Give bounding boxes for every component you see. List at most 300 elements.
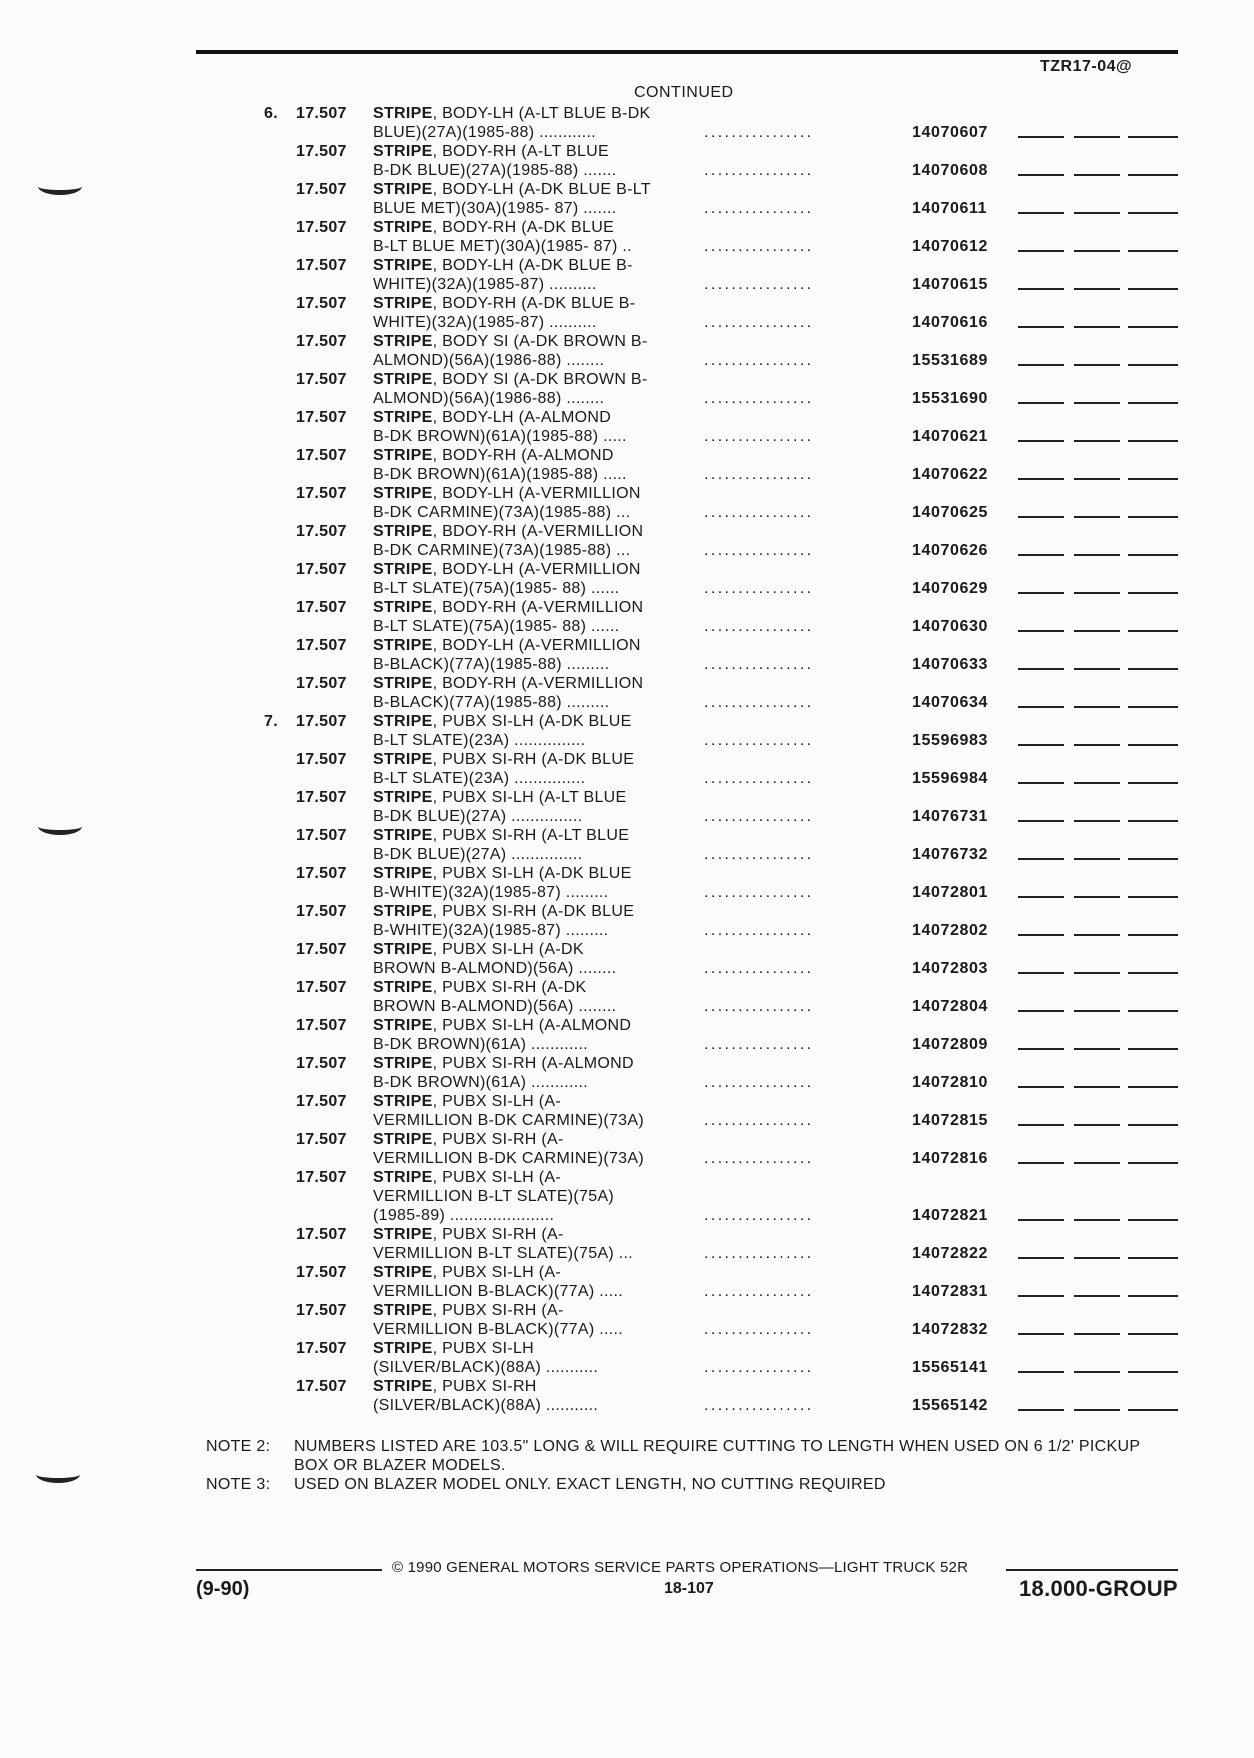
part-description xyxy=(373,332,703,370)
blank-line xyxy=(1074,1124,1120,1126)
part-description xyxy=(373,1016,703,1054)
part-description xyxy=(373,180,703,218)
list-item xyxy=(0,104,1254,142)
list-item xyxy=(0,294,1254,332)
reference-number: 17.507 xyxy=(296,143,347,160)
description-text: , BDOY-RH (A-VERMILLION xyxy=(432,523,644,540)
reference-number: 17.507 xyxy=(296,789,347,806)
description-text: B-WHITE)(32A)(1985-87) ......... xyxy=(373,884,609,901)
description-line xyxy=(373,1339,703,1358)
note-label: NOTE 3: xyxy=(206,1476,271,1493)
description-text: , PUBX SI-RH (A- xyxy=(432,1302,564,1319)
leader-dots: ................ xyxy=(704,314,814,331)
description-text: (SILVER/BLACK)(88A) ........... xyxy=(373,1397,599,1414)
description-line xyxy=(373,332,703,351)
description-line xyxy=(373,1377,703,1396)
reference-number: 17.507 xyxy=(296,181,347,198)
list-item xyxy=(0,788,1254,826)
description-text: B-LT SLATE)(23A) ............... xyxy=(373,770,586,787)
description-line xyxy=(373,123,703,142)
list-item xyxy=(0,484,1254,522)
description-text: , PUBX SI-LH (A- xyxy=(432,1093,561,1110)
part-number: 14072803 xyxy=(912,960,988,977)
blank-line xyxy=(1128,174,1178,176)
entry-blanks xyxy=(1018,478,1178,480)
entry-blanks xyxy=(1018,630,1178,632)
description-text: B-DK CARMINE)(73A)(1985-88) ... xyxy=(373,542,631,559)
part-description xyxy=(373,1054,703,1092)
blank-line xyxy=(1128,1219,1178,1221)
part-number: 15565141 xyxy=(912,1359,988,1376)
description-text: B-DK BROWN)(61A) ............ xyxy=(373,1074,588,1091)
entry-blanks xyxy=(1018,592,1178,594)
entry-blanks xyxy=(1018,1257,1178,1259)
leader-dots: ................ xyxy=(704,1359,814,1376)
reference-number: 17.507 xyxy=(296,295,347,312)
part-description xyxy=(373,978,703,1016)
blank-line xyxy=(1074,1257,1120,1259)
blank-line xyxy=(1128,478,1178,480)
part-keyword: STRIPE xyxy=(373,979,433,996)
blank-line xyxy=(1074,364,1120,366)
part-description xyxy=(373,750,703,788)
part-keyword: STRIPE xyxy=(373,1226,433,1243)
reference-number: 17.507 xyxy=(296,637,347,654)
blank-line xyxy=(1128,1371,1178,1373)
blank-line xyxy=(1128,212,1178,214)
leader-dots: ................ xyxy=(704,466,814,483)
list-item xyxy=(0,636,1254,674)
description-text: , BODY-RH (A-ALMOND xyxy=(432,447,614,464)
blank-line xyxy=(1018,136,1064,138)
blank-line xyxy=(1128,744,1178,746)
description-text: , BODY-LH (A-LT BLUE B-DK xyxy=(432,105,651,122)
list-item xyxy=(0,1263,1254,1301)
description-text: , PUBX SI-LH (A- xyxy=(432,1264,561,1281)
part-number: 14072816 xyxy=(912,1150,988,1167)
description-text: , PUBX SI-RH (A-DK BLUE xyxy=(432,751,635,768)
description-line xyxy=(373,161,703,180)
leader-dots: ................ xyxy=(704,1283,814,1300)
blank-line xyxy=(1074,516,1120,518)
part-number: 15565142 xyxy=(912,1397,988,1414)
part-keyword: STRIPE xyxy=(373,637,433,654)
continued-label: CONTINUED xyxy=(634,84,734,101)
blank-line xyxy=(1128,326,1178,328)
blank-line xyxy=(1018,250,1064,252)
reference-number: 17.507 xyxy=(296,865,347,882)
blank-line xyxy=(1074,896,1120,898)
part-description xyxy=(373,1301,703,1339)
blank-line xyxy=(1128,1295,1178,1297)
description-text: VERMILLION B-BLACK)(77A) ..... xyxy=(373,1283,623,1300)
description-line xyxy=(373,769,703,788)
leader-dots: ................ xyxy=(704,808,814,825)
part-description xyxy=(373,484,703,522)
part-number: 14076732 xyxy=(912,846,988,863)
description-text: , PUBX SI-RH (A- xyxy=(432,1131,564,1148)
note-2 xyxy=(206,1437,1166,1475)
part-description xyxy=(373,446,703,484)
blank-line xyxy=(1128,516,1178,518)
part-description xyxy=(373,1263,703,1301)
blank-line xyxy=(1128,1409,1178,1411)
blank-line xyxy=(1074,212,1120,214)
blank-line xyxy=(1018,288,1064,290)
description-text: , PUBX SI-LH (A-ALMOND xyxy=(432,1017,632,1034)
reference-number: 17.507 xyxy=(296,827,347,844)
part-description xyxy=(373,370,703,408)
description-line xyxy=(373,750,703,769)
leader-dots: ................ xyxy=(704,960,814,977)
reference-number: 17.507 xyxy=(296,333,347,350)
part-description xyxy=(373,1225,703,1263)
entry-blanks xyxy=(1018,364,1178,366)
reference-number: 17.507 xyxy=(296,1131,347,1148)
description-text: WHITE)(32A)(1985-87) .......... xyxy=(373,276,597,293)
description-text: B-DK BROWN)(61A)(1985-88) ..... xyxy=(373,466,627,483)
note-text: USED ON BLAZER MODEL ONLY. EXACT LENGTH, NO CUTTING REQUIRED xyxy=(294,1476,886,1493)
blank-line xyxy=(1128,858,1178,860)
description-line xyxy=(373,1054,703,1073)
blank-line xyxy=(1074,858,1120,860)
list-item xyxy=(0,940,1254,978)
description-line xyxy=(373,636,703,655)
description-text: (1985-89) ...................... xyxy=(373,1207,555,1224)
blank-line xyxy=(1074,174,1120,176)
description-line xyxy=(373,465,703,484)
description-text: B-LT SLATE)(75A)(1985- 88) ...... xyxy=(373,580,620,597)
list-item xyxy=(0,1377,1254,1415)
blank-line xyxy=(1128,668,1178,670)
entry-blanks xyxy=(1018,858,1178,860)
leader-dots: ................ xyxy=(704,732,814,749)
description-text: , PUBX SI-RH (A-DK xyxy=(432,979,587,996)
blank-line xyxy=(1074,288,1120,290)
blank-line xyxy=(1018,440,1064,442)
entry-blanks xyxy=(1018,288,1178,290)
description-text: VERMILLION B-BLACK)(77A) ..... xyxy=(373,1321,623,1338)
notes-section xyxy=(206,1437,1166,1494)
reference-number: 17.507 xyxy=(296,941,347,958)
description-line xyxy=(373,617,703,636)
description-line xyxy=(373,997,703,1016)
description-line xyxy=(373,560,703,579)
part-keyword: STRIPE xyxy=(373,295,433,312)
blank-line xyxy=(1074,1086,1120,1088)
blank-line xyxy=(1074,1295,1120,1297)
list-item xyxy=(0,560,1254,598)
leader-dots: ................ xyxy=(704,656,814,673)
description-text: , PUBX SI-RH (A- xyxy=(432,1226,564,1243)
list-item xyxy=(0,142,1254,180)
blank-line xyxy=(1018,896,1064,898)
description-line xyxy=(373,883,703,902)
blank-line xyxy=(1074,782,1120,784)
description-line xyxy=(373,180,703,199)
part-keyword: STRIPE xyxy=(373,333,433,350)
entry-blanks xyxy=(1018,212,1178,214)
description-text: , BODY SI (A-DK BROWN B- xyxy=(432,333,648,350)
part-number: 14070616 xyxy=(912,314,988,331)
description-line xyxy=(373,921,703,940)
part-description xyxy=(373,104,703,142)
description-text: , PUBX SI-RH (A-DK BLUE xyxy=(432,903,635,920)
list-item xyxy=(0,1054,1254,1092)
list-item xyxy=(0,180,1254,218)
revision-date: (9-90) xyxy=(196,1578,250,1600)
part-number: 14072810 xyxy=(912,1074,988,1091)
description-line xyxy=(373,1320,703,1339)
reference-number: 17.507 xyxy=(296,1378,347,1395)
description-text: B-LT SLATE)(23A) ............... xyxy=(373,732,586,749)
description-line xyxy=(373,427,703,446)
description-line xyxy=(373,712,703,731)
blank-line xyxy=(1018,1048,1064,1050)
blank-line xyxy=(1074,630,1120,632)
leader-dots: ................ xyxy=(704,238,814,255)
reference-number: 17.507 xyxy=(296,751,347,768)
reference-number: 17.507 xyxy=(296,1169,347,1186)
part-number: 14072821 xyxy=(912,1207,988,1224)
part-description xyxy=(373,712,703,750)
entry-blanks xyxy=(1018,516,1178,518)
reference-number: 17.507 xyxy=(296,1226,347,1243)
part-number: 14072809 xyxy=(912,1036,988,1053)
blank-line xyxy=(1074,972,1120,974)
blank-line xyxy=(1074,402,1120,404)
blank-line xyxy=(1128,1124,1178,1126)
blank-line xyxy=(1018,326,1064,328)
description-text: , BODY-LH (A-DK BLUE B- xyxy=(432,257,633,274)
description-line xyxy=(373,446,703,465)
blank-line xyxy=(1128,288,1178,290)
part-keyword: STRIPE xyxy=(373,485,433,502)
part-number: 14072815 xyxy=(912,1112,988,1129)
leader-dots: ................ xyxy=(704,428,814,445)
leader-dots: ................ xyxy=(704,352,814,369)
blank-line xyxy=(1128,1010,1178,1012)
description-text: B-LT BLUE MET)(30A)(1985- 87) .. xyxy=(373,238,632,255)
part-description xyxy=(373,294,703,332)
description-text: , BODY-RH (A-DK BLUE B- xyxy=(432,295,636,312)
blank-line xyxy=(1128,1257,1178,1259)
item-number: 7. xyxy=(264,713,278,730)
list-item xyxy=(0,1301,1254,1339)
blank-line xyxy=(1018,1409,1064,1411)
part-number: 14072801 xyxy=(912,884,988,901)
blank-line xyxy=(1074,934,1120,936)
list-item xyxy=(0,712,1254,750)
description-line xyxy=(373,351,703,370)
list-item xyxy=(0,598,1254,636)
description-text: B-LT SLATE)(75A)(1985- 88) ...... xyxy=(373,618,620,635)
leader-dots: ................ xyxy=(704,542,814,559)
description-line xyxy=(373,1016,703,1035)
description-text: B-DK BLUE)(27A) ............... xyxy=(373,808,583,825)
list-item xyxy=(0,370,1254,408)
blank-line xyxy=(1018,592,1064,594)
entry-blanks xyxy=(1018,1086,1178,1088)
leader-dots: ................ xyxy=(704,1150,814,1167)
list-item xyxy=(0,332,1254,370)
blank-line xyxy=(1018,1371,1064,1373)
entry-blanks xyxy=(1018,174,1178,176)
part-description xyxy=(373,864,703,902)
part-description xyxy=(373,598,703,636)
description-text: , BODY-LH (A-DK BLUE B-LT xyxy=(432,181,651,198)
description-line xyxy=(373,731,703,750)
blank-line xyxy=(1018,744,1064,746)
part-description xyxy=(373,256,703,294)
description-text: B-WHITE)(32A)(1985-87) ......... xyxy=(373,922,609,939)
blank-line xyxy=(1074,554,1120,556)
blank-line xyxy=(1074,250,1120,252)
list-item xyxy=(0,1225,1254,1263)
blank-line xyxy=(1018,934,1064,936)
blank-line xyxy=(1128,782,1178,784)
part-keyword: STRIPE xyxy=(373,1169,433,1186)
description-line xyxy=(373,1358,703,1377)
part-description xyxy=(373,826,703,864)
entry-blanks xyxy=(1018,326,1178,328)
reference-number: 17.507 xyxy=(296,371,347,388)
blank-line xyxy=(1018,516,1064,518)
blank-line xyxy=(1074,1409,1120,1411)
blank-line xyxy=(1018,630,1064,632)
description-text: , PUBX SI-LH (A-DK xyxy=(432,941,584,958)
description-line xyxy=(373,294,703,313)
description-line xyxy=(373,674,703,693)
part-keyword: STRIPE xyxy=(373,1093,433,1110)
description-line xyxy=(373,1225,703,1244)
reference-number: 17.507 xyxy=(296,219,347,236)
entry-blanks xyxy=(1018,820,1178,822)
description-line xyxy=(373,389,703,408)
part-keyword: STRIPE xyxy=(373,675,433,692)
part-number: 14070625 xyxy=(912,504,988,521)
part-description xyxy=(373,636,703,674)
leader-dots: ................ xyxy=(704,770,814,787)
part-keyword: STRIPE xyxy=(373,827,433,844)
leader-dots: ................ xyxy=(704,998,814,1015)
blank-line xyxy=(1074,592,1120,594)
blank-line xyxy=(1018,706,1064,708)
description-text: B-DK CARMINE)(73A)(1985-88) ... xyxy=(373,504,631,521)
description-text: , PUBX SI-LH (A-LT BLUE xyxy=(432,789,627,806)
part-keyword: STRIPE xyxy=(373,1302,433,1319)
footer-rule-left xyxy=(196,1569,382,1571)
copyright-line: © 1990 GENERAL MOTORS SERVICE PARTS OPERATIONS—LIGHT TRUCK 52R xyxy=(392,1559,969,1576)
blank-line xyxy=(1018,1010,1064,1012)
page-number: 18-107 xyxy=(664,1580,714,1597)
blank-line xyxy=(1074,1048,1120,1050)
blank-line xyxy=(1128,934,1178,936)
reference-number: 17.507 xyxy=(296,257,347,274)
part-keyword: STRIPE xyxy=(373,713,433,730)
part-number: 14072822 xyxy=(912,1245,988,1262)
binder-hole-mark xyxy=(36,1466,80,1483)
binder-hole-mark xyxy=(38,818,82,835)
list-item xyxy=(0,1092,1254,1130)
description-line xyxy=(373,1244,703,1263)
part-keyword: STRIPE xyxy=(373,941,433,958)
part-keyword: STRIPE xyxy=(373,257,433,274)
leader-dots: ................ xyxy=(704,200,814,217)
description-line xyxy=(373,484,703,503)
blank-line xyxy=(1128,1162,1178,1164)
blank-line xyxy=(1018,782,1064,784)
description-line xyxy=(373,788,703,807)
part-number: 15531690 xyxy=(912,390,988,407)
description-line xyxy=(373,104,703,123)
blank-line xyxy=(1128,706,1178,708)
reference-number: 17.507 xyxy=(296,485,347,502)
part-description xyxy=(373,940,703,978)
description-text: , BODY-RH (A-VERMILLION xyxy=(432,675,644,692)
part-number: 14070626 xyxy=(912,542,988,559)
entry-blanks xyxy=(1018,1048,1178,1050)
blank-line xyxy=(1018,174,1064,176)
reference-number: 17.507 xyxy=(296,523,347,540)
part-description xyxy=(373,1377,703,1415)
list-item xyxy=(0,218,1254,256)
part-description xyxy=(373,408,703,446)
part-description xyxy=(373,788,703,826)
part-number: 15531689 xyxy=(912,352,988,369)
part-number: 14072802 xyxy=(912,922,988,939)
description-text: WHITE)(32A)(1985-87) .......... xyxy=(373,314,597,331)
blank-line xyxy=(1074,1371,1120,1373)
description-line xyxy=(373,1092,703,1111)
description-text: , BODY-LH (A-VERMILLION xyxy=(432,485,641,502)
blank-line xyxy=(1128,896,1178,898)
description-line xyxy=(373,845,703,864)
reference-number: 17.507 xyxy=(296,1055,347,1072)
blank-line xyxy=(1128,630,1178,632)
description-text: B-DK BROWN)(61A)(1985-88) ..... xyxy=(373,428,627,445)
blank-line xyxy=(1018,1295,1064,1297)
description-text: B-BLACK)(77A)(1985-88) ......... xyxy=(373,694,610,711)
part-description xyxy=(373,674,703,712)
description-text: B-BLACK)(77A)(1985-88) ......... xyxy=(373,656,610,673)
blank-line xyxy=(1074,326,1120,328)
entry-blanks xyxy=(1018,440,1178,442)
list-item xyxy=(0,826,1254,864)
description-line xyxy=(373,313,703,332)
description-text: , PUBX SI-LH (A-DK BLUE xyxy=(432,713,632,730)
description-line xyxy=(373,408,703,427)
part-keyword: STRIPE xyxy=(373,371,433,388)
description-line xyxy=(373,142,703,161)
reference-number: 17.507 xyxy=(296,1017,347,1034)
description-line xyxy=(373,541,703,560)
part-keyword: STRIPE xyxy=(373,1264,433,1281)
list-item xyxy=(0,864,1254,902)
part-number: 14070633 xyxy=(912,656,988,673)
list-item xyxy=(0,978,1254,1016)
description-text: BROWN B-ALMOND)(56A) ........ xyxy=(373,998,617,1015)
part-description xyxy=(373,902,703,940)
part-description xyxy=(373,1130,703,1168)
description-line xyxy=(373,256,703,275)
part-number: 14072804 xyxy=(912,998,988,1015)
description-text: VERMILLION B-DK CARMINE)(73A) xyxy=(373,1150,644,1167)
part-description xyxy=(373,142,703,180)
description-text: , BODY-LH (A-VERMILLION xyxy=(432,561,641,578)
leader-dots: ................ xyxy=(704,694,814,711)
part-description xyxy=(373,218,703,256)
